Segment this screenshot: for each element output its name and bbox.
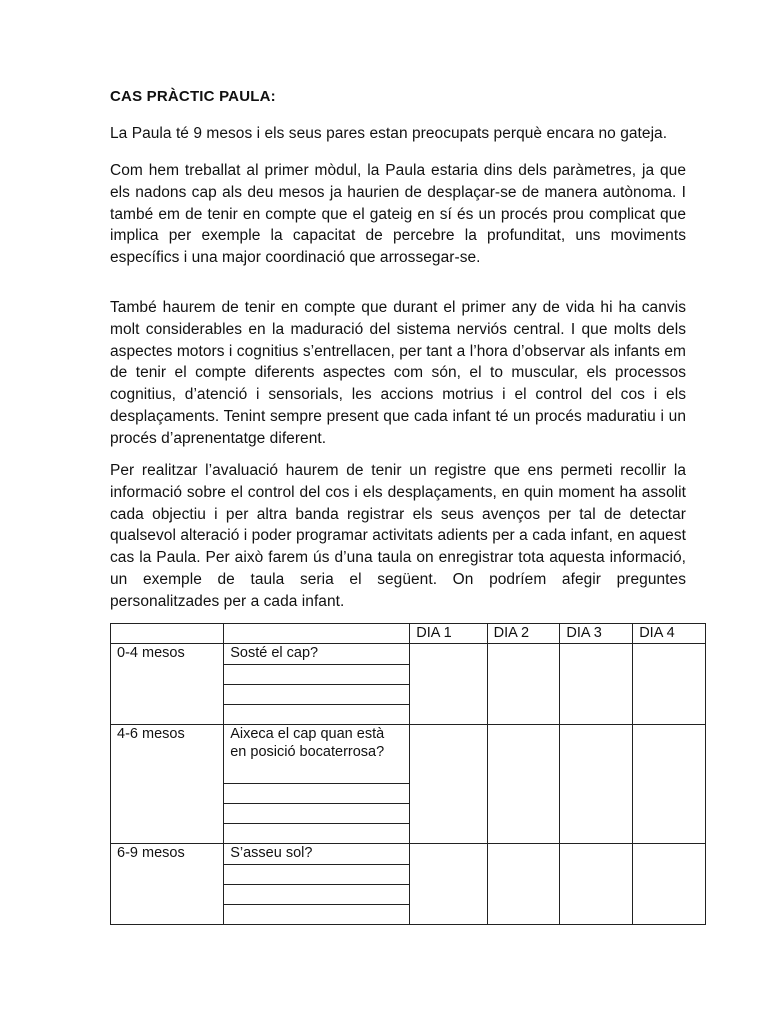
header-day-1: DIA 1 [410,624,487,644]
blank-question-cell [224,865,410,885]
blank-question-cell [224,784,410,804]
day-cell [560,844,633,925]
blank-question-cell [224,824,410,844]
day-cell [487,844,560,925]
header-day-3: DIA 3 [560,624,633,644]
question-cell: Sosté el cap? [224,644,410,665]
blank-question-cell [224,705,410,725]
blank-question-cell [224,665,410,685]
paragraph-first-module: Com hem treballat al primer mòdul, la Paula estaria dins dels paràmetres, ja que els nadons cap als deu mesos ja haurien de desplaçar-se de manera autònoma. I també em de tenir en compte que el gateig en sí és un procés prou complicat que implica per exemple la capacitat de percebre la profunditat, uns moviments específics i una major coordinació que arrossegar-se. [110,162,686,267]
paragraph-evaluation: Per realitzar l’avaluació haurem de tenir un registre que ens permeti recollir la informació sobre el control del cos i els desplaçaments, en quin moment ha assolit cada objectiu i per altra banda registrar els seus avenços per tal de detectar qualsevol alteració i poder programar activitats adients per a cada infant, en aquest cas la Paula. Per això farem ús d’una taula on enregistrar tota aquesta informació, un exemple de taula seria el següent. On podríem afegir preguntes personalitzades per a cada infant. [110,462,686,610]
blank-question-cell [224,685,410,705]
age-cell: 4-6 mesos [111,725,224,844]
header-empty-question [224,624,410,644]
blank-question-cell [224,804,410,824]
header-day-4: DIA 4 [633,624,706,644]
day-cell [633,644,706,725]
day-cell [410,644,487,725]
question-cell: Aixeca el cap quan està en posició bocaterrosa? [224,725,410,784]
table-row [111,844,706,865]
day-cell [633,844,706,925]
day-cell [487,725,560,844]
header-day-2: DIA 2 [487,624,560,644]
paragraph-development: També haurem de tenir en compte que durant el primer any de vida hi ha canvis molt considerables en la maduració del sistema nerviós central. I que molts dels aspectes motors i cognitius s’entrellacen, per tant a l’hora d’observar als infants em de tenir el compte diferents aspectes com són, el to muscular, els processos cognitius, d’atenció i sensorials, les accions motrius i el control del cos i els desplaçaments. Tenint sempre present que cada infant té un procés maduratiu i un procés d’aprenentatge diferent. [110,299,686,447]
day-cell [633,725,706,844]
table-row [111,644,706,665]
blank-question-cell [224,905,410,925]
registration-table [110,623,706,925]
table-row [111,725,706,784]
day-cell [410,725,487,844]
table-header-row [111,624,706,644]
day-cell [487,644,560,725]
day-cell [410,844,487,925]
age-cell: 0-4 mesos [111,644,224,725]
document-title: CAS PRÀCTIC PAULA: [110,88,276,105]
paragraph-intro: La Paula té 9 mesos i els seus pares estan preocupats perquè encara no gateja. [110,125,668,142]
question-cell: S’asseu sol? [224,844,410,865]
day-cell [560,725,633,844]
age-cell: 6-9 mesos [111,844,224,925]
day-cell [560,644,633,725]
blank-question-cell [224,885,410,905]
header-empty-age [111,624,224,644]
